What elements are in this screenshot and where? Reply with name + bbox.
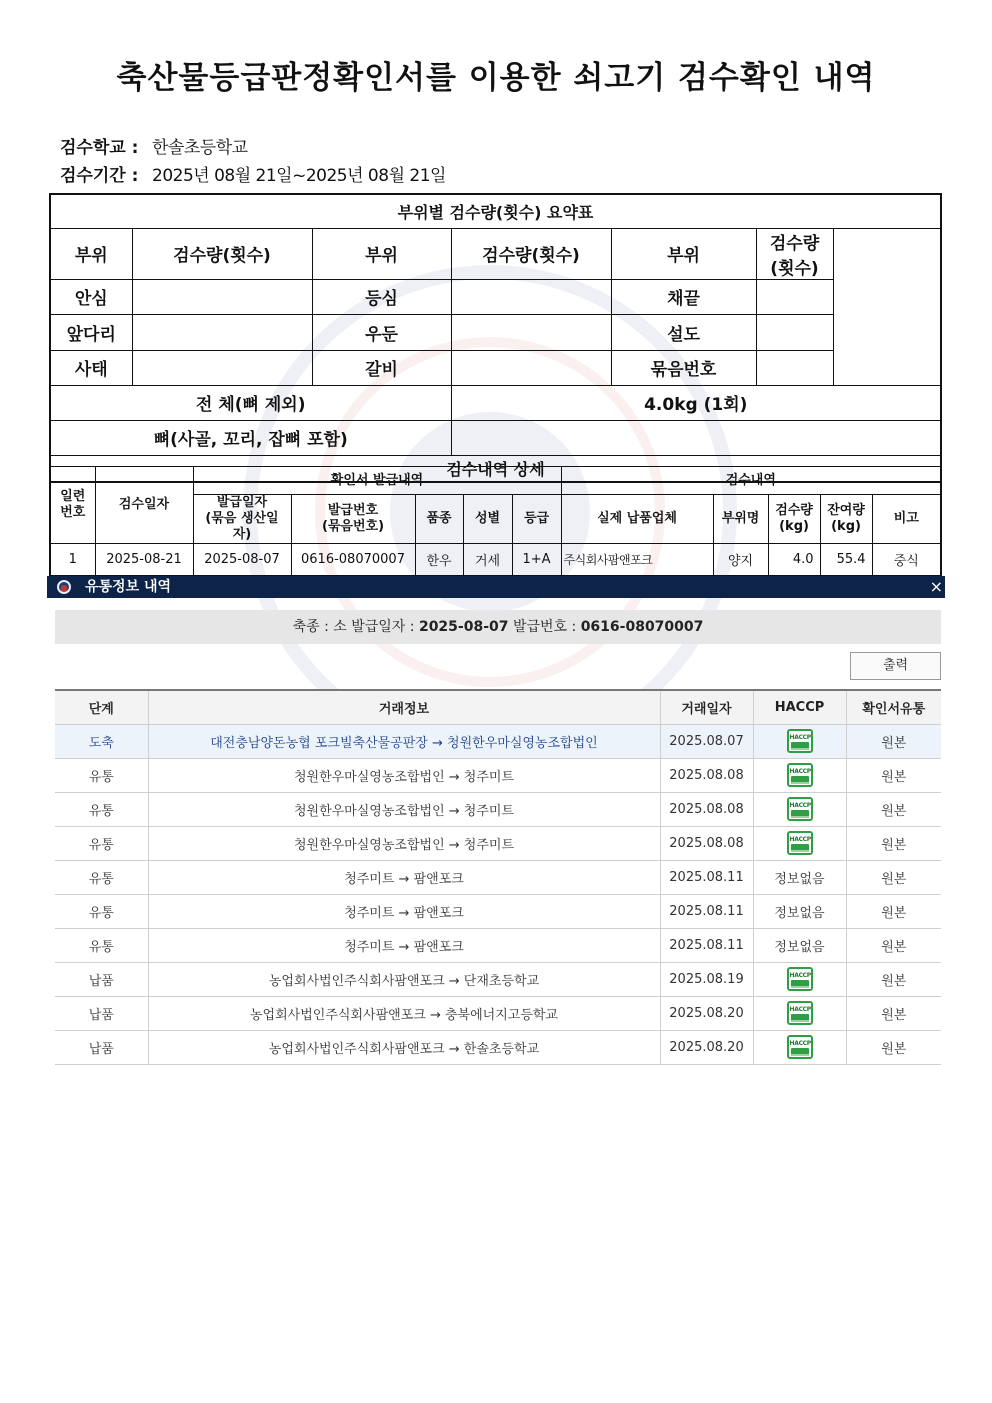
- flow-origin-cell: 원본: [846, 996, 941, 1030]
- flow-origin-cell: 원본: [846, 724, 941, 758]
- flow-date-cell: 2025.08.08: [660, 758, 753, 792]
- haccp-badge-icon: [787, 1035, 813, 1059]
- flow-info-cell: 대전충남양돈농협 포크빌축산물공판장 → 청원한우마실영농조합법인: [148, 724, 660, 758]
- part-name: 앞다리: [50, 314, 132, 350]
- flow-stage-cell: 유통: [55, 758, 148, 792]
- flow-header-date: 거래일자: [660, 690, 753, 724]
- supplier-cell: 주식회사팜앤포크: [561, 544, 713, 576]
- haccp-badge-icon: [787, 1001, 813, 1025]
- flow-origin-cell: 원본: [846, 860, 941, 894]
- flow-date-cell: 2025.08.20: [660, 996, 753, 1030]
- h-part: 부위명: [713, 495, 768, 544]
- detail-table: [49, 466, 942, 577]
- h-issue-no: 발급번호 (묶음번호): [291, 495, 415, 544]
- haccp-badge-text: HACCP: [789, 802, 811, 809]
- h-supplier: 실제 납품업체: [561, 495, 713, 544]
- part-qty: [756, 279, 833, 314]
- flow-origin-cell: 원본: [846, 928, 941, 962]
- h-grade: 등급: [512, 495, 561, 544]
- flow-origin-cell: 원본: [846, 962, 941, 996]
- flow-row[interactable]: [55, 1030, 941, 1064]
- flow-date-cell: 2025.08.11: [660, 894, 753, 928]
- flow-date-cell: 2025.08.08: [660, 792, 753, 826]
- part-name: 채끝: [611, 279, 756, 314]
- bone-value: [451, 420, 941, 455]
- flow-haccp-cell: 정보없음: [753, 894, 846, 928]
- flow-date-cell: 2025.08.07: [660, 724, 753, 758]
- flow-haccp-cell: [753, 996, 846, 1030]
- flow-row[interactable]: [55, 792, 941, 826]
- total-value: 4.0kg (1회): [451, 385, 941, 420]
- col-qty: 검수량(횟수): [451, 228, 611, 279]
- flow-info-cell: 청주미트 → 팜앤포크: [148, 860, 660, 894]
- flow-row[interactable]: [55, 826, 941, 860]
- col-part: 부위: [50, 228, 132, 279]
- school-value: 한솔초등학교: [152, 138, 248, 158]
- flow-row[interactable]: [55, 962, 941, 996]
- h-qty: 검수량 (kg): [768, 495, 820, 544]
- col-part: 부위: [611, 228, 756, 279]
- flow-haccp-cell: [753, 724, 846, 758]
- part-cell: 양지: [713, 544, 768, 576]
- h-issue-date: 발급일자 (묶음 생산일자): [193, 495, 291, 544]
- flow-origin-cell: 원본: [846, 1030, 941, 1064]
- flow-info-cell: 청원한우마실영농조합법인 → 청주미트: [148, 792, 660, 826]
- qty-cell: 4.0: [768, 544, 820, 576]
- flow-info-cell: 청원한우마실영농조합법인 → 청주미트: [148, 826, 660, 860]
- flow-origin-cell: 원본: [846, 894, 941, 928]
- flow-stage-cell: 유통: [55, 860, 148, 894]
- flow-date-cell: 2025.08.08: [660, 826, 753, 860]
- col-part: 부위: [312, 228, 451, 279]
- haccp-badge-icon: [787, 831, 813, 855]
- haccp-badge-text: HACCP: [789, 836, 811, 843]
- flow-stage-cell: 납품: [55, 1030, 148, 1064]
- bone-label: 뼈(사골, 꼬리, 잡뼈 포함): [50, 420, 451, 455]
- species-no-label: 발급번호 :: [512, 619, 577, 635]
- grade-cell: 1+A: [512, 544, 561, 576]
- flow-date-cell: 2025.08.19: [660, 962, 753, 996]
- part-qty: [132, 350, 312, 385]
- flow-origin-cell: 원본: [846, 758, 941, 792]
- flow-haccp-cell: [753, 792, 846, 826]
- flow-info-cell: 청주미트 → 팜앤포크: [148, 928, 660, 962]
- part-name: 사태: [50, 350, 132, 385]
- species-info-bar: [55, 610, 941, 644]
- part-qty: [756, 314, 833, 350]
- summary-row: [50, 350, 941, 385]
- col-qty: 검수량(횟수): [132, 228, 312, 279]
- school-label: 검수학교 :: [60, 138, 139, 158]
- flow-row[interactable]: [55, 860, 941, 894]
- flow-info-cell: 청원한우마실영농조합법인 → 청주미트: [148, 758, 660, 792]
- haccp-badge-text: HACCP: [789, 1040, 811, 1047]
- part-qty: [451, 279, 611, 314]
- flow-haccp-cell: [753, 758, 846, 792]
- period-label: 검수기간 :: [60, 166, 139, 186]
- summary-row: [50, 279, 941, 314]
- flow-haccp-cell: [753, 1030, 846, 1064]
- haccp-badge-icon: [787, 967, 813, 991]
- flow-origin-cell: 원본: [846, 826, 941, 860]
- haccp-badge-icon: [787, 797, 813, 821]
- detail-row: [50, 544, 941, 576]
- flow-stage-cell: 유통: [55, 826, 148, 860]
- sex-cell: 거세: [463, 544, 512, 576]
- flow-header-info: 거래정보: [148, 690, 660, 724]
- flow-panel-header: [47, 576, 945, 598]
- flow-panel-title: 유통정보 내역: [85, 579, 172, 595]
- part-name: 우둔: [312, 314, 451, 350]
- flow-table: [55, 689, 941, 1065]
- part-name: 등심: [312, 279, 451, 314]
- flow-info-cell: 농업회사법인주식회사팜앤포크 → 충북에너지고등학교: [148, 996, 660, 1030]
- print-button[interactable]: 출력: [850, 652, 941, 680]
- flow-info-cell: 농업회사법인주식회사팜앤포크 → 한솔초등학교: [148, 1030, 660, 1064]
- flow-row[interactable]: [55, 894, 941, 928]
- breed-cell: 한우: [415, 544, 463, 576]
- flow-stage-cell: 납품: [55, 996, 148, 1030]
- part-qty: [132, 314, 312, 350]
- haccp-badge-text: HACCP: [789, 972, 811, 979]
- flow-date-cell: 2025.08.11: [660, 928, 753, 962]
- species-label: 축종 : 소 발급일자 :: [292, 619, 415, 635]
- flow-stage-cell: 유통: [55, 928, 148, 962]
- species-issue-date: 2025-08-07: [418, 619, 509, 635]
- h-date: 검수일자: [95, 467, 193, 544]
- summary-title: 부위별 검수량(횟수) 요약표: [50, 194, 941, 228]
- flow-row[interactable]: [55, 724, 941, 758]
- total-label: 전 체(뼈 제외): [50, 385, 451, 420]
- haccp-badge-text: HACCP: [789, 768, 811, 775]
- flow-header-stage: 단계: [55, 690, 148, 724]
- haccp-badge-icon: [787, 763, 813, 787]
- flow-row[interactable]: [55, 758, 941, 792]
- flow-haccp-cell: 정보없음: [753, 928, 846, 962]
- flow-haccp-cell: 정보없음: [753, 860, 846, 894]
- part-qty: [451, 314, 611, 350]
- flow-header-origin: 확인서유통: [846, 690, 941, 724]
- school-line: [60, 136, 248, 160]
- issue-date-cell: 2025-08-07: [193, 544, 291, 576]
- flow-haccp-cell: [753, 826, 846, 860]
- part-qty: [132, 279, 312, 314]
- part-name: 안심: [50, 279, 132, 314]
- h-cert: 확인서 발급내역: [193, 467, 561, 495]
- flow-date-cell: 2025.08.11: [660, 860, 753, 894]
- flow-stage-cell: 유통: [55, 894, 148, 928]
- h-remain: 잔여량 (kg): [820, 495, 872, 544]
- summary-row: [50, 314, 941, 350]
- period-value: 2025년 08월 21일~2025년 08월 21일: [152, 166, 446, 186]
- h-breed: 품종: [415, 495, 463, 544]
- haccp-badge-text: HACCP: [789, 1006, 811, 1013]
- document-title: 축산물등급판정확인서를 이용한 쇠고기 검수확인 내역: [116, 60, 876, 96]
- issue-no-cell: 0616-08070007: [291, 544, 415, 576]
- part-name: 설도: [611, 314, 756, 350]
- flow-info-cell: 청주미트 → 팜앤포크: [148, 894, 660, 928]
- h-inspect: 검수내역: [561, 467, 941, 495]
- date-cell: 2025-08-21: [95, 544, 193, 576]
- part-name: 갈비: [312, 350, 451, 385]
- part-qty: [451, 350, 611, 385]
- h-note: 비고: [872, 495, 941, 544]
- remain-cell: 55.4: [820, 544, 872, 576]
- period-line: [60, 164, 446, 188]
- col-qty: 검수량(횟수): [756, 228, 833, 279]
- part-name: 묶음번호: [611, 350, 756, 385]
- haccp-badge-text: HACCP: [789, 734, 811, 741]
- agency-logo-icon: [57, 580, 71, 594]
- close-icon[interactable]: ×: [929, 577, 943, 596]
- flow-date-cell: 2025.08.20: [660, 1030, 753, 1064]
- flow-stage-cell: 도축: [55, 724, 148, 758]
- flow-haccp-cell: [753, 962, 846, 996]
- serial-cell: 1: [50, 544, 95, 576]
- note-cell: 중식: [872, 544, 941, 576]
- flow-header-haccp: HACCP: [753, 690, 846, 724]
- flow-info-cell: 농업회사법인주식회사팜앤포크 → 단재초등학교: [148, 962, 660, 996]
- flow-origin-cell: 원본: [846, 792, 941, 826]
- flow-row[interactable]: [55, 928, 941, 962]
- flow-row[interactable]: [55, 996, 941, 1030]
- species-issue-no: 0616-08070007: [580, 619, 704, 635]
- detail-title: 검수내역 상세: [50, 455, 941, 482]
- part-qty: [756, 350, 833, 385]
- summary-table: [49, 193, 942, 483]
- h-sex: 성별: [463, 495, 512, 544]
- haccp-badge-icon: [787, 729, 813, 753]
- h-serial: 일련 번호: [50, 467, 95, 544]
- flow-stage-cell: 유통: [55, 792, 148, 826]
- flow-stage-cell: 납품: [55, 962, 148, 996]
